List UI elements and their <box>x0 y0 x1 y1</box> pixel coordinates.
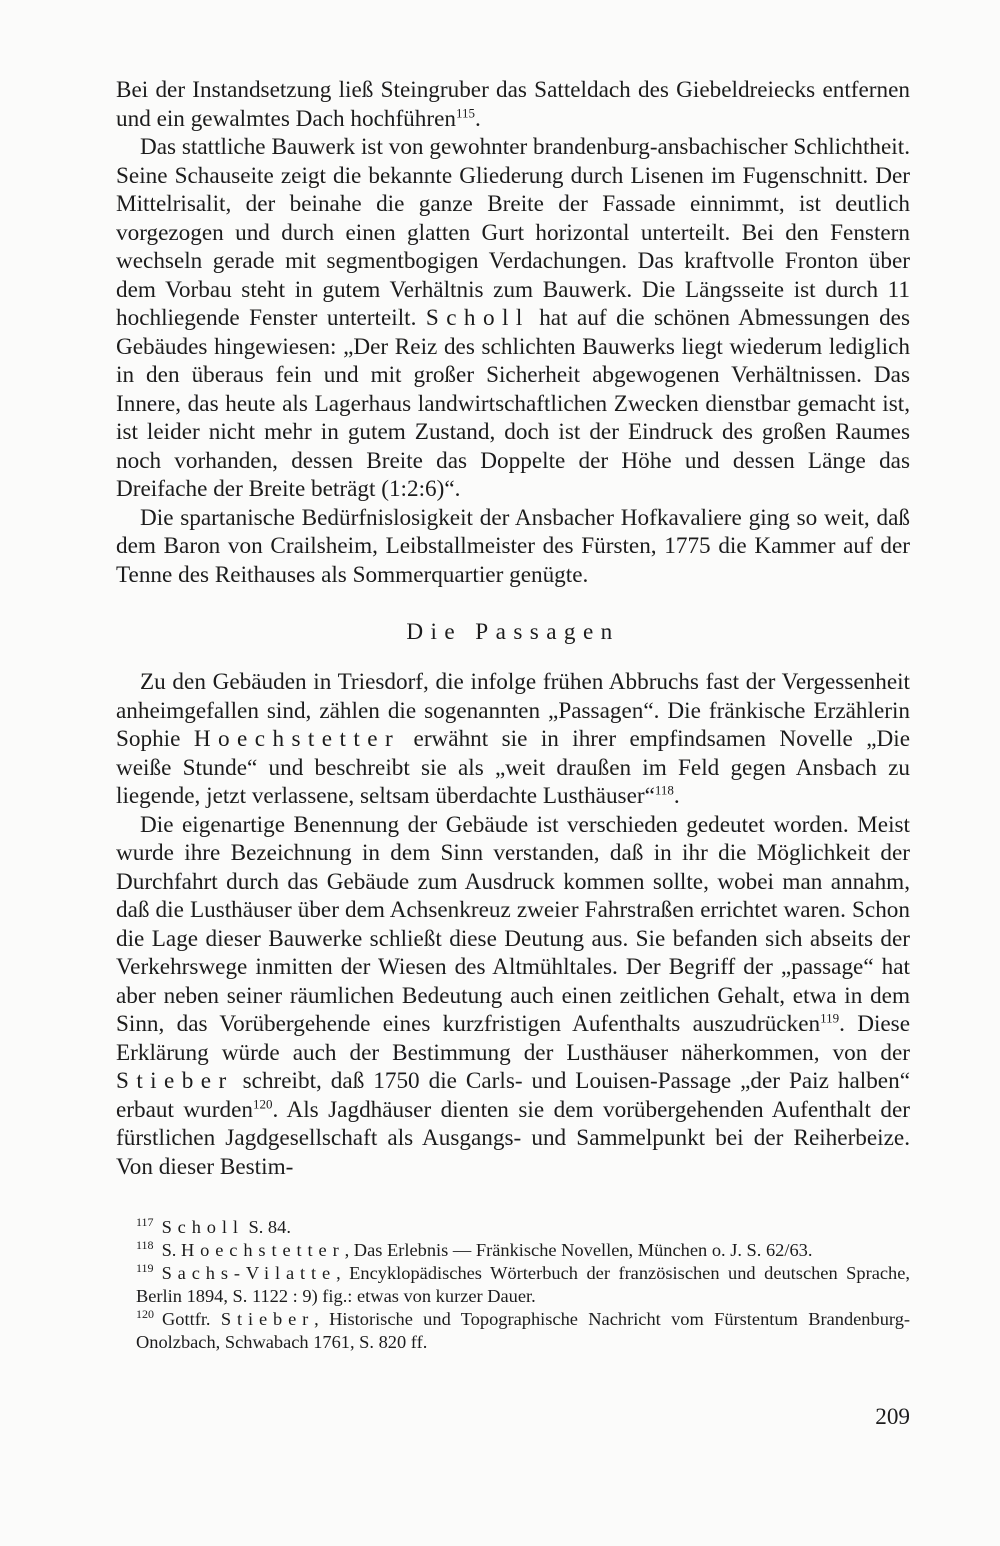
paragraph-4 <box>116 668 910 811</box>
paragraph-text: schreibt, daß 1750 die Carls- und Louisen-Passage „der Paiz halben“ erbaut wurden <box>116 1068 910 1123</box>
paragraph-text: erwähnt sie in ihrer empfindsamen Novelle „Die weiße Stunde“ und beschreibt sie als „weit draußen im Feld gegen Ansbach zu liegende, jetzt verlassene, seltsam überdachte Lusthäuser“ <box>116 726 910 809</box>
author-name-stieber: Stieber <box>116 1068 234 1094</box>
paragraph-text: hat auf die schönen Abmessungen des Gebäudes hingewiesen: „Der Reiz des schlichten Bauwerks liegt wiederum lediglich in den überaus fein und mit großer Sicherheit abgewogenen Verhältnissen. Das Innere, das heute als Lagerhaus landwirtschaftlichen Zwecken dienstbar gemacht ist, ist leider nicht mehr in gutem Zustand, doch ist der Eindruck des großen Raumes noch vorhanden, dessen Breite das Doppelte der Höhe und dessen Länge das Dreifache der Breite beträgt (1:2:6)“. <box>116 305 910 502</box>
footnote-text: , Historische und Topographische Nachricht vom Fürstentum Brandenburg-Onolzbach, Schwabach 1761, S. 820 ff. <box>136 1309 911 1352</box>
footnote-text: , Das Erlebnis — Fränkische Novellen, München o. J. S. 62/63. <box>344 1240 813 1260</box>
paragraph-text: . <box>673 783 680 809</box>
footnote-author: Stieber <box>220 1309 315 1329</box>
footnote-text: , Encyklopädisches Wörterbuch der französischen und deutschen Sprache, Berlin 1894, S. 1122 : 9) fig.: etwas von kurzer Dauer. <box>136 1263 910 1306</box>
footnote-119 <box>136 1262 910 1308</box>
paragraph-text: . Als Jagdhäuser dienten sie dem vorübergehenden Aufenthalt der fürstlichen Jagdgesellschaft als Ausgangs- und Sammelpunkt bei der Reiherbeize. Von dieser Bestim- <box>116 1096 910 1180</box>
author-name-scholl: Scholl <box>425 305 530 331</box>
footnote-author: Scholl <box>161 1217 244 1237</box>
footnote-ref-115[interactable]: 115 <box>455 104 475 120</box>
footnote-author-prefix: S. <box>161 1240 181 1260</box>
paragraph-text: Das stattliche Bauwerk ist von gewohnter brandenburg-ansbachischer Schlichtheit. Seine Schauseite zeigt die bekannte Gliederung durch Lisenen im Fugenschnitt. Der Mittelrisalit, der beinahe die ganze Breite der Fassade einnimmt, ist deutlich vorgezogen und durch einen glatten Gurt horizontal unterteilt. Bei den Fenstern wechseln gerade mit segmentbogigen Verdachungen. Das kraftvolle Fronton über dem Vorbau steht in gutem Verhältnis zum Bauwerk. Die Längsseite ist durch 11 hochliegende Fenster unterteilt. <box>116 134 910 331</box>
footnote-number: 119 <box>136 1260 154 1275</box>
paragraph-text: . <box>475 105 481 132</box>
paragraph-text: . Diese Erklärung würde auch der Bestimmung der Lusthäuser näherkommen, von der <box>116 1011 910 1066</box>
main-text <box>116 76 910 1181</box>
section-heading: Die Passagen <box>406 619 620 645</box>
footnote-120 <box>136 1308 910 1354</box>
footnote-number: 117 <box>136 1214 154 1229</box>
paragraph-2 <box>116 133 910 504</box>
paragraph-1 <box>116 76 910 133</box>
page-number: 209 <box>875 1404 910 1430</box>
footnote-118 <box>136 1239 910 1262</box>
footnote-ref-120[interactable]: 120 <box>252 1095 273 1111</box>
footnote-author: Hoechstetter <box>181 1240 345 1260</box>
footnote-number: 120 <box>136 1306 154 1321</box>
paragraph-text: Zu den Gebäuden in Triesdorf, die infolge frühen Abbruchs fast der Vergessenheit anheimgefallen sind, zählen die sogenannten „Passagen“. Die fränkische Erzählerin Sophie <box>116 669 910 752</box>
author-name-hoechstetter: Hoechstetter <box>193 726 401 752</box>
footnote-117 <box>136 1216 910 1239</box>
footnote-number: 118 <box>136 1237 154 1252</box>
footnote-text: S. 84. <box>243 1217 291 1237</box>
footnote-ref-118[interactable]: 118 <box>654 782 674 798</box>
footnote-author-prefix: Gottfr. <box>162 1309 221 1329</box>
footnote-author: Sachs-Vilatte <box>161 1263 337 1283</box>
paragraph-text: Bei der Instandsetzung ließ Steingruber das Satteldach des Giebeldreiecks entfernen und ein gewalmtes Dach hochführen <box>116 77 910 132</box>
footnote-ref-119[interactable]: 119 <box>820 1010 840 1026</box>
footnotes <box>136 1216 910 1354</box>
paragraph-3: Die spartanische Bedürfnislosigkeit der Ansbacher Hofkavaliere ging so weit, daß dem Baron von Crailsheim, Leibstallmeister des Fürsten, 1775 die Kammer auf der Tenne des Reithauses als Sommerquartier genügte. <box>116 504 910 588</box>
paragraph-text: Die eigenartige Benennung der Gebäude ist verschieden gedeutet worden. Meist wurde ihre Bezeichnung in dem Sinn verstanden, daß in ihr die Möglichkeit der Durchfahrt durch das Gebäude zum Ausdruck kommen sollte, wobei man annahm, daß die Lusthäuser über dem Achsenkreuz zweier Fahrstraßen errichtet waren. Schon die Lage dieser Bauwerke schließt diese Deutung aus. Sie befanden sich abseits der Verkehrswege inmitten der Wiesen des Altmühltales. Der Begriff der „passage“ hat aber neben seiner räumlichen Bedeutung auch einen zeitlichen Gehalt, etwa in dem Sinn, das Vorübergehende eines kurzfristigen Aufenthalts auszudrücken <box>116 811 910 1037</box>
paragraph-5 <box>116 811 910 1182</box>
